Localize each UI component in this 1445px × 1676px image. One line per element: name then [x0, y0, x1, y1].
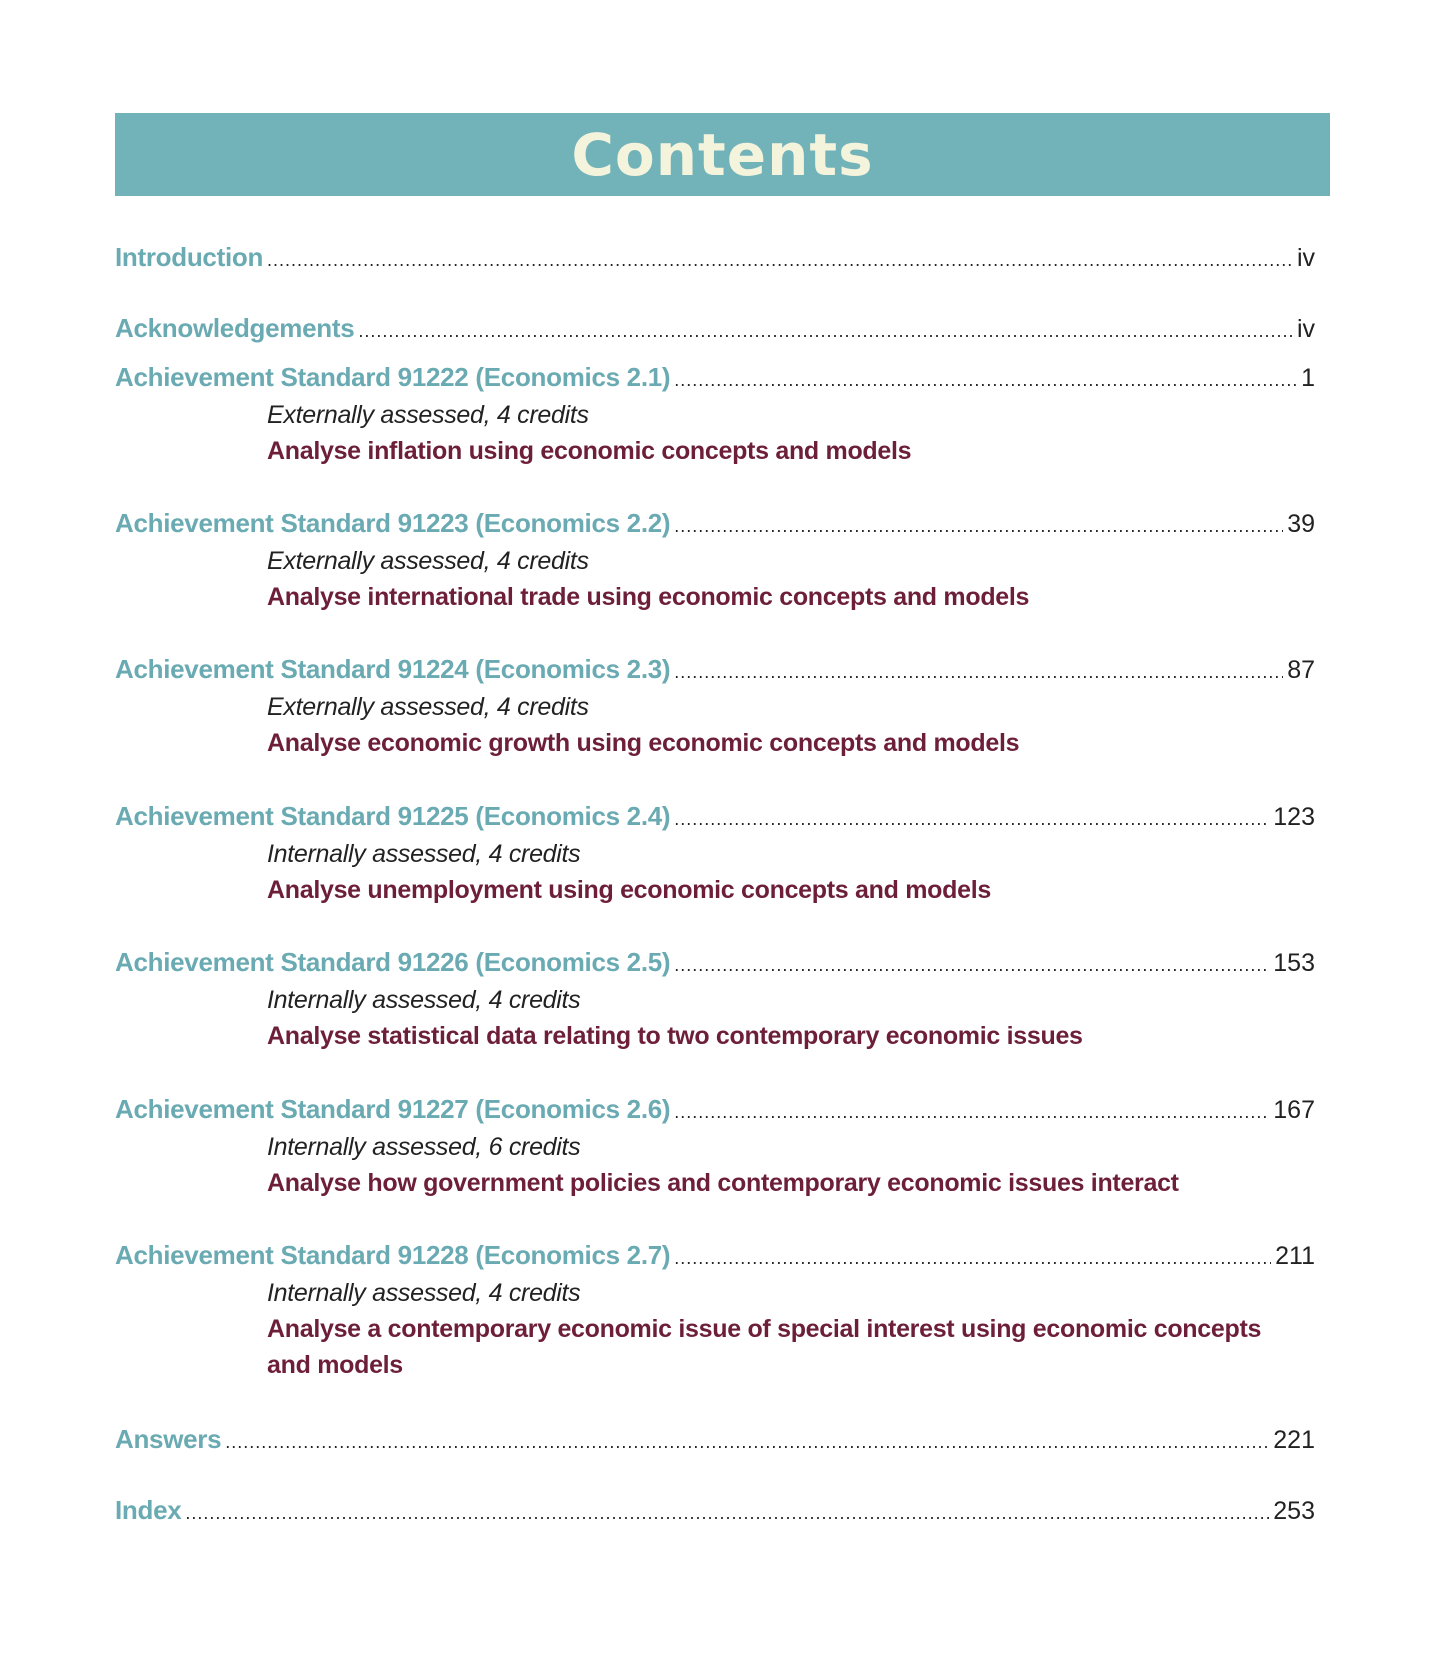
- toc-page-number: 39: [1287, 510, 1315, 538]
- dot-leader: [185, 1496, 1269, 1530]
- dot-leader: [674, 655, 1283, 689]
- dot-leader: [674, 1095, 1269, 1129]
- standard-description: Analyse a contemporary economic issue of special interest using economic concepts: [267, 1315, 1262, 1343]
- standard-description: Analyse economic growth using economic concepts and models: [267, 729, 1020, 757]
- toc-page-number: 253: [1273, 1497, 1315, 1525]
- toc-page-number: 123: [1273, 803, 1315, 831]
- title-band: [115, 113, 1330, 196]
- toc-entry-label: Achievement Standard 91225 (Economics 2.4): [115, 801, 671, 831]
- toc-entry-details: [267, 982, 1307, 1054]
- toc-entry-label: Achievement Standard 91228 (Economics 2.7): [115, 1240, 671, 1270]
- toc-entry-label: Answers: [115, 1424, 222, 1454]
- toc-entry-as-91225[interactable]: [115, 799, 1315, 836]
- assessment-info: Internally assessed, 4 credits: [267, 986, 581, 1014]
- toc-entry-label: Achievement Standard 91227 (Economics 2.6): [115, 1094, 671, 1124]
- standard-description: Analyse unemployment using economic concepts and models: [267, 876, 991, 904]
- toc-entry-as-91226[interactable]: [115, 945, 1315, 982]
- toc-entry-label: Acknowledgements: [115, 313, 355, 343]
- assessment-info: Internally assessed, 6 credits: [267, 1133, 581, 1161]
- contents-page: [115, 113, 1330, 1525]
- toc-page-number: iv: [1296, 244, 1315, 272]
- toc-entry-label: Introduction: [115, 242, 264, 272]
- dot-leader: [674, 1241, 1271, 1275]
- toc-entry-details: [267, 689, 1307, 761]
- toc-entry-details: [267, 1129, 1307, 1201]
- dot-leader: [674, 802, 1269, 836]
- toc-entry-answers[interactable]: [115, 1422, 1315, 1459]
- assessment-info: Internally assessed, 4 credits: [267, 840, 581, 868]
- toc-entry-as-91223[interactable]: [115, 506, 1315, 543]
- toc-page-number: iv: [1296, 315, 1315, 343]
- toc-page-number: 221: [1273, 1426, 1315, 1454]
- toc-entry-as-91227[interactable]: [115, 1092, 1315, 1129]
- dot-leader: [674, 363, 1297, 397]
- dot-leader: [225, 1425, 1269, 1459]
- toc-page-number: 87: [1287, 656, 1315, 684]
- page-title: Contents: [571, 120, 874, 189]
- toc-entry-acknowledgements[interactable]: [115, 311, 1315, 348]
- toc-entry-details: [267, 1275, 1307, 1383]
- assessment-info: Internally assessed, 4 credits: [267, 1279, 581, 1307]
- toc-page-number: 1: [1301, 364, 1315, 392]
- toc-page-number: 167: [1273, 1096, 1315, 1124]
- dot-leader: [674, 509, 1283, 543]
- toc-entry-as-91222[interactable]: [115, 360, 1315, 397]
- assessment-info: Externally assessed, 4 credits: [267, 401, 589, 429]
- toc-entry-details: [267, 836, 1307, 908]
- dot-leader: [267, 243, 1293, 277]
- standard-description: Analyse international trade using economic concepts and models: [267, 583, 1030, 611]
- toc-entry-details: [267, 397, 1307, 469]
- standard-description-continued: and models: [267, 1351, 403, 1379]
- dot-leader: [674, 948, 1269, 982]
- toc-entry-as-91228[interactable]: [115, 1238, 1315, 1275]
- toc-entry-label: Achievement Standard 91223 (Economics 2.2): [115, 508, 671, 538]
- toc-entry-label: Achievement Standard 91222 (Economics 2.1): [115, 362, 671, 392]
- assessment-info: Externally assessed, 4 credits: [267, 693, 589, 721]
- standard-description: Analyse statistical data relating to two contemporary economic issues: [267, 1022, 1083, 1050]
- standard-description: Analyse inflation using economic concepts and models: [267, 437, 912, 465]
- toc-entry-label: Achievement Standard 91224 (Economics 2.3): [115, 654, 671, 684]
- toc-entry-label: Achievement Standard 91226 (Economics 2.5): [115, 947, 671, 977]
- assessment-info: Externally assessed, 4 credits: [267, 547, 589, 575]
- toc-page-number: 153: [1273, 949, 1315, 977]
- toc-entry-label: Index: [115, 1495, 182, 1525]
- toc-page-number: 211: [1275, 1242, 1315, 1270]
- toc-entry-introduction[interactable]: [115, 240, 1315, 277]
- toc-entry-details: [267, 543, 1307, 615]
- standard-description: Analyse how government policies and contemporary economic issues interact: [267, 1169, 1179, 1197]
- toc-entry-as-91224[interactable]: [115, 652, 1315, 689]
- toc-entry-index[interactable]: [115, 1493, 1315, 1530]
- dot-leader: [358, 314, 1293, 348]
